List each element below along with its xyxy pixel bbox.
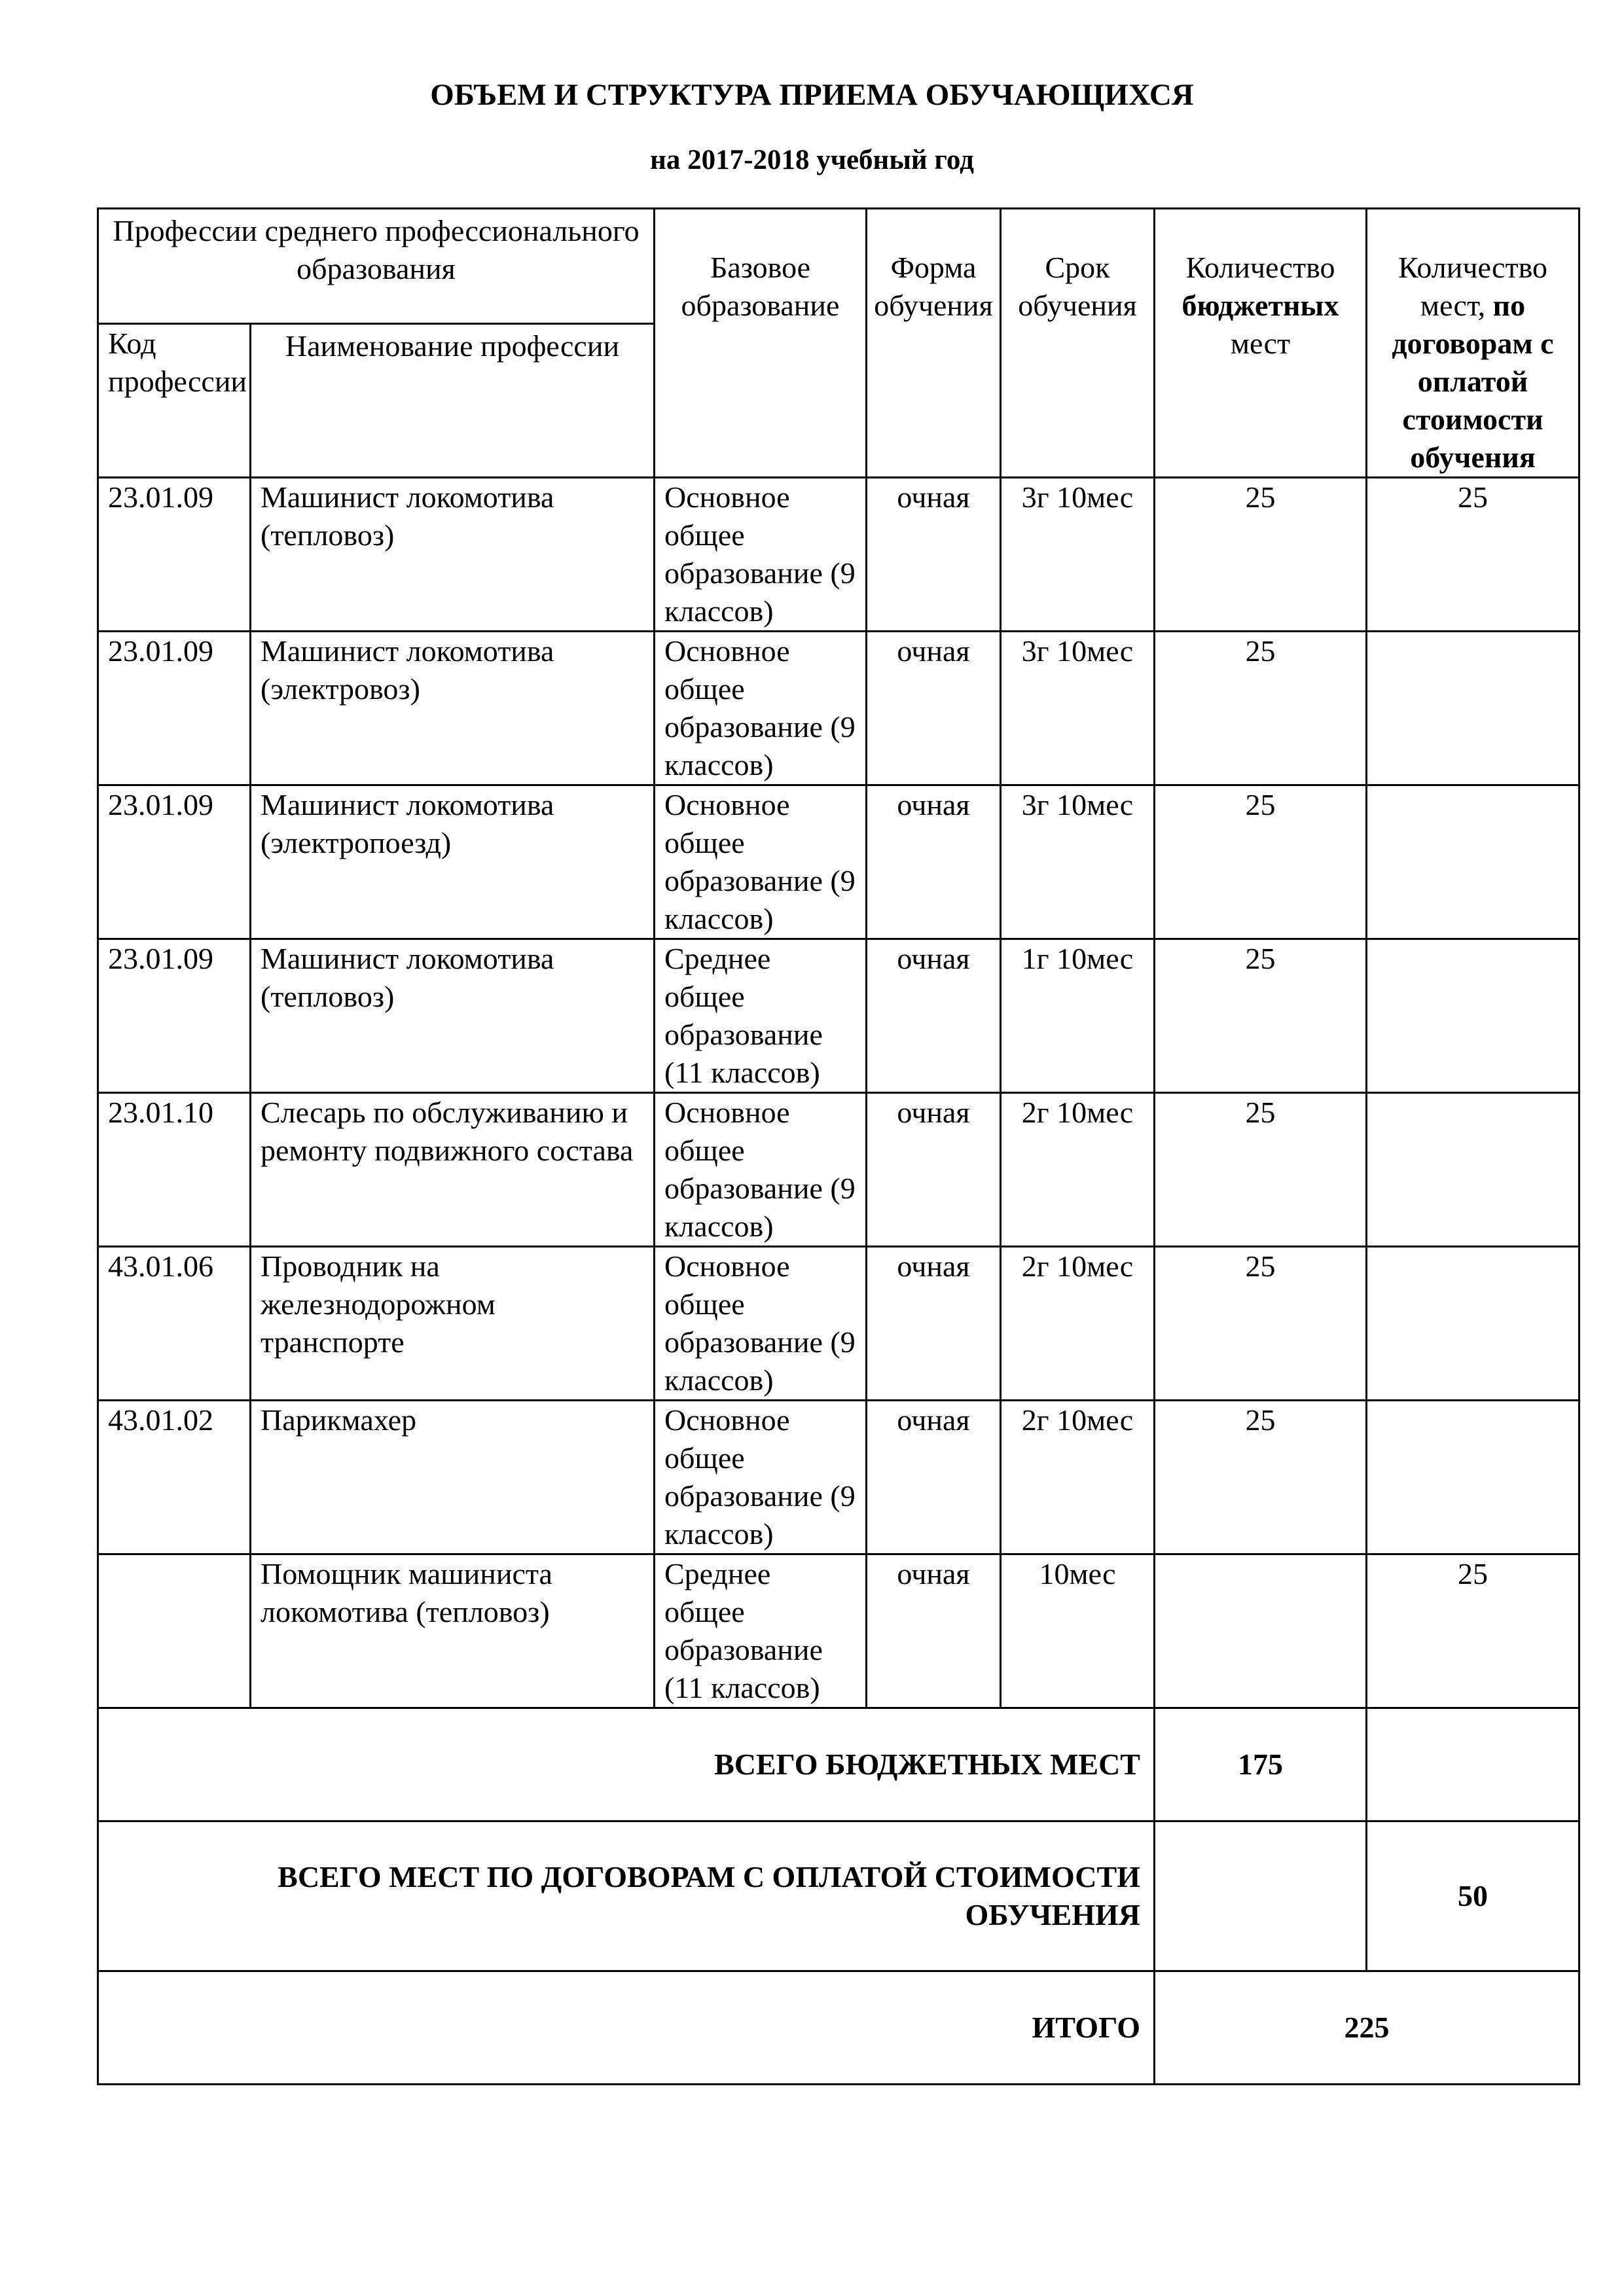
table-row: [98, 478, 1579, 632]
table-row: [98, 1093, 1579, 1247]
cell-code: 23.01.09: [98, 632, 251, 785]
cell-name: Машинист локомотива (тепловоз): [251, 939, 655, 1093]
cell-code: 23.01.09: [98, 785, 251, 939]
cell-form: очная: [867, 1247, 1001, 1401]
cell-paid: 25: [1367, 478, 1579, 632]
header-name: Наименование профессии: [251, 324, 655, 478]
cell-term: 10мес: [1001, 1554, 1155, 1708]
header-paid-places: [1367, 209, 1579, 478]
grand-total-value: 225: [1155, 1971, 1579, 2085]
cell-term: 2г 10мес: [1001, 1401, 1155, 1554]
cell-base: Среднее общее образование (11 классов): [655, 1554, 867, 1708]
cell-paid: [1367, 1401, 1579, 1554]
table-row: [98, 1554, 1579, 1708]
total-paid-empty: [1155, 1821, 1367, 1971]
cell-form: очная: [867, 785, 1001, 939]
cell-budget: 25: [1155, 478, 1367, 632]
cell-form: очная: [867, 478, 1001, 632]
cell-paid: [1367, 939, 1579, 1093]
total-paid-value: 50: [1367, 1821, 1579, 1971]
cell-name: Машинист локомотива (электровоз): [251, 632, 655, 785]
grand-total-label: ИТОГО: [98, 1971, 1155, 2085]
page-subtitle: на 2017-2018 учебный год: [650, 145, 974, 175]
cell-name: Слесарь по обслуживанию и ремонту подвижного состава: [251, 1093, 655, 1247]
total-budget-value: 175: [1155, 1708, 1367, 1821]
cell-base: Основное общее образование (9 классов): [655, 1093, 867, 1247]
admission-table: [97, 207, 1580, 2085]
cell-code: 23.01.09: [98, 939, 251, 1093]
cell-form: очная: [867, 1401, 1001, 1554]
grand-total-row: [98, 1971, 1579, 2085]
header-paid-pre: Количество мест,: [1398, 251, 1547, 322]
cell-name: Проводник на железнодорожном транспорте: [251, 1247, 655, 1401]
cell-name: Парикмахер: [251, 1401, 655, 1554]
cell-base: Основное общее образование (9 классов): [655, 785, 867, 939]
table-row: [98, 1247, 1579, 1401]
cell-form: очная: [867, 1554, 1001, 1708]
cell-budget: [1155, 1554, 1367, 1708]
total-budget-empty: [1367, 1708, 1579, 1821]
header-term: Срок обучения: [1001, 209, 1155, 478]
cell-term: 1г 10мес: [1001, 939, 1155, 1093]
cell-paid: [1367, 632, 1579, 785]
table-row: [98, 785, 1579, 939]
cell-paid: [1367, 1093, 1579, 1247]
cell-paid: [1367, 1247, 1579, 1401]
header-budget-pre: Количество: [1185, 251, 1335, 284]
header-professions-group: Профессии среднего профессионального образования: [98, 209, 655, 324]
header-paid-bold: по договорам с оплатой стоимости обучения: [1392, 289, 1554, 474]
cell-code: 23.01.10: [98, 1093, 251, 1247]
cell-budget: 25: [1155, 939, 1367, 1093]
total-budget-label: ВСЕГО БЮДЖЕТНЫХ МЕСТ: [98, 1708, 1155, 1821]
cell-base: Основное общее образование (9 классов): [655, 632, 867, 785]
table-row: [98, 939, 1579, 1093]
cell-base: Основное общее образование (9 классов): [655, 1247, 867, 1401]
table-row: [98, 1401, 1579, 1554]
cell-form: очная: [867, 1093, 1001, 1247]
cell-budget: 25: [1155, 1247, 1367, 1401]
cell-form: очная: [867, 939, 1001, 1093]
cell-base: Среднее общее образование (11 классов): [655, 939, 867, 1093]
cell-term: 2г 10мес: [1001, 1093, 1155, 1247]
header-budget-post: мест: [1230, 327, 1291, 360]
cell-budget: 25: [1155, 1401, 1367, 1554]
page-title: ОБЪЕМ И СТРУКТУРА ПРИЕМА ОБУЧАЮЩИХСЯ: [430, 78, 1194, 112]
header-base-education: Базовое образование: [655, 209, 867, 478]
cell-code: 23.01.09: [98, 478, 251, 632]
cell-term: 3г 10мес: [1001, 785, 1155, 939]
cell-name: Помощник машиниста локомотива (тепловоз): [251, 1554, 655, 1708]
cell-term: 3г 10мес: [1001, 632, 1155, 785]
header-form: Форма обучения: [867, 209, 1001, 478]
cell-name: Машинист локомотива (тепловоз): [251, 478, 655, 632]
cell-term: 3г 10мес: [1001, 478, 1155, 632]
header-budget-places: [1155, 209, 1367, 478]
cell-base: Основное общее образование (9 классов): [655, 478, 867, 632]
cell-code: [98, 1554, 251, 1708]
cell-form: очная: [867, 632, 1001, 785]
cell-name: Машинист локомотива (электропоезд): [251, 785, 655, 939]
cell-code: 43.01.02: [98, 1401, 251, 1554]
cell-base: Основное общее образование (9 классов): [655, 1401, 867, 1554]
cell-budget: 25: [1155, 632, 1367, 785]
header-row-1: [98, 209, 1579, 324]
cell-paid: 25: [1367, 1554, 1579, 1708]
cell-budget: 25: [1155, 1093, 1367, 1247]
table-row: [98, 632, 1579, 785]
cell-paid: [1367, 785, 1579, 939]
header-code: Код профессии: [98, 324, 251, 478]
total-paid-row: [98, 1821, 1579, 1971]
cell-term: 2г 10мес: [1001, 1247, 1155, 1401]
header-budget-bold: бюджетных: [1182, 289, 1339, 322]
total-budget-row: [98, 1708, 1579, 1821]
cell-code: 43.01.06: [98, 1247, 251, 1401]
total-paid-label: ВСЕГО МЕСТ ПО ДОГОВОРАМ С ОПЛАТОЙ СТОИМОСТИ ОБУЧЕНИЯ: [98, 1821, 1155, 1971]
cell-budget: 25: [1155, 785, 1367, 939]
